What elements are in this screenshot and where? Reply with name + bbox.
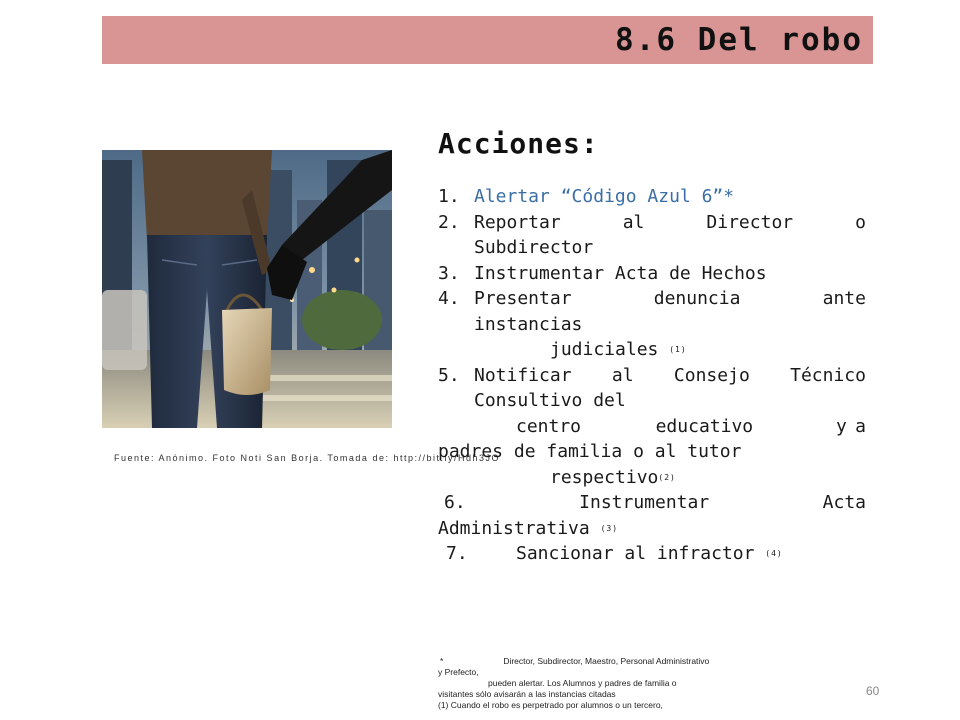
list-item: 7. Sancionar al infractor (4) — [438, 541, 866, 567]
footnote-ref: (3) — [600, 523, 619, 533]
overlapping-text-line: padres de familia o al tutor — [438, 441, 742, 462]
footnote-ref: (1) — [669, 345, 687, 354]
slide-title: 8.6 Del robo — [615, 22, 863, 58]
list-item: 5. Notificar al Consejo Técnico — [438, 364, 866, 386]
footnote-ref: (4) — [765, 549, 783, 558]
list-item: 1. Alertar “Código Azul 6”* — [438, 184, 866, 210]
page-number: 60 — [866, 684, 880, 698]
list-item: 6. Instrumentar Acta — [444, 492, 866, 513]
actions-list: 1. Alertar “Código Azul 6”* 2. Reportar al Director o Subdirector 3. Instrumentar Acta de Hechos 4. Presentar denuncia ante instancias judiciales (1) 5. Notificar al Consejo Técnico Consultivo del centro educativo y a respectivo (2) 6. Instrumentar Acta Administrativa (3) 7. Sancionar al infractor (4) — [438, 184, 866, 567]
code-alert-text: Alertar “Código Azul 6”* — [474, 186, 735, 207]
list-item: 3. Instrumentar Acta de Hechos — [438, 262, 767, 284]
list-item: 2. Reportar al Director o — [438, 211, 866, 233]
list-item: 4. Presentar denuncia ante — [438, 288, 866, 309]
footnote-ref: (2) — [658, 472, 676, 482]
photo-caption: Fuente: Anónimo. Foto Noti San Borja. Tomada de: http://bit.ly/Hdh3JO — [114, 453, 500, 463]
footnote-block: * Director, Subdirector, Maestro, Personal Administrativo y Prefecto, pueden alertar. Los Alumnos y padres de familia o visitantes sólo avisarán a las instancias citadas (1) Cuando el robo es perpetrado por alumnos o un tercero, — [438, 656, 710, 710]
title-bar — [102, 16, 873, 64]
actions-heading: Acciones: — [438, 127, 599, 160]
robbery-photo — [102, 150, 392, 428]
